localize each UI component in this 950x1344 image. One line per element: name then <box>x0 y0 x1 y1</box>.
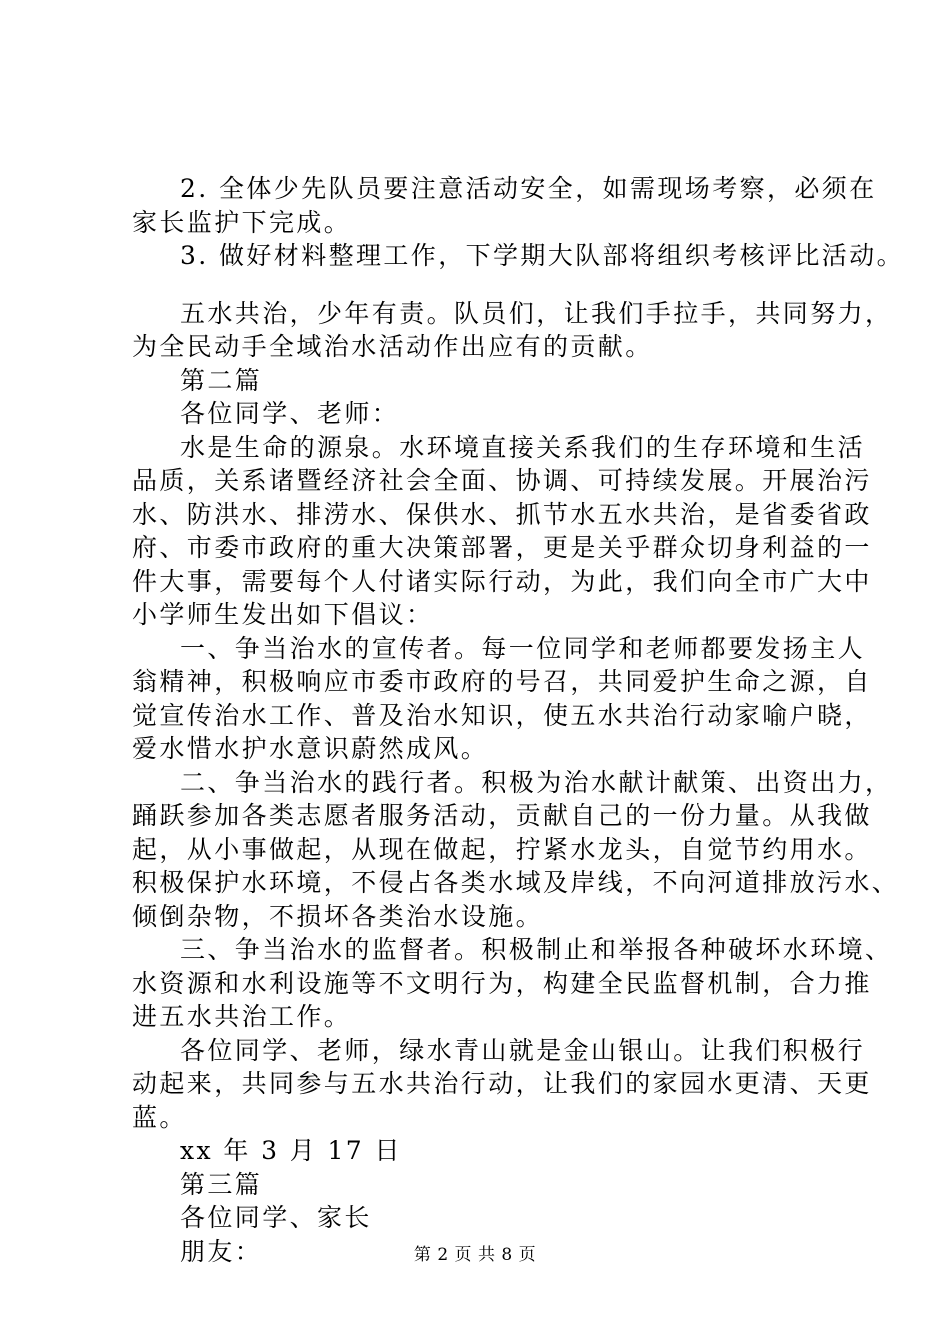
text-line: 3. 做好材料整理工作，下学期大队部将组织考核评比活动。 <box>180 241 905 270</box>
page-number-footer: 第 2 页 共 8 页 <box>413 1245 537 1265</box>
text-line: 水资源和水利设施等不文明行为，构建全民监督机制，合力推 <box>132 968 872 998</box>
text-line: 倾倒杂物，不损坏各类治水设施。 <box>132 901 544 931</box>
text-line: 2. 全体少先队员要注意活动安全，如需现场考察，必须在 <box>180 174 877 203</box>
text-line: 府、市委市政府的重大决策部署，更是关乎群众切身利益的一 <box>132 533 872 562</box>
paragraph-gap <box>132 273 832 297</box>
text-line: 水是生命的源泉。水环境直接关系我们的生存环境和生活 <box>180 432 866 462</box>
text-line: 翁精神，积极响应市委市政府的号召，共同爱护生命之源，自 <box>132 667 872 696</box>
text-line: 小学师生发出如下倡议： <box>132 600 434 629</box>
text-line: 积极保护水环境，不侵占各类水域及岸线，不向河道排放污水、 <box>132 868 900 897</box>
document-body <box>132 172 905 1268</box>
date-line: xx 年 3 月 17 日 <box>180 1136 402 1165</box>
text-line: 各位同学、老师，绿水青山就是金山银山。让我们积极行 <box>180 1035 866 1065</box>
salutation: 各位同学、家长 <box>180 1203 372 1232</box>
text-line: 家长监护下完成。 <box>132 207 352 237</box>
text-line: 起，从小事做起，从现在做起，拧紧水龙头，自觉节约用水。 <box>132 834 872 864</box>
text-line: 为全民动手全域治水活动作出应有的贡献。 <box>132 332 653 361</box>
text-line: 踊跃参加各类志愿者服务活动，贡献自己的一份力量。从我做 <box>132 801 872 830</box>
text-line: 蓝。 <box>132 1102 187 1132</box>
salutation: 各位同学、老师： <box>180 399 400 428</box>
salutation: 朋友： <box>180 1236 263 1266</box>
text-line: 二、争当治水的践行者。积极为治水献计献策、出资出力， <box>180 767 893 797</box>
text-line: 一、争当治水的宣传者。每一位同学和老师都要发扬主人 <box>180 633 866 663</box>
section-heading: 第三篇 <box>180 1169 263 1199</box>
section-heading: 第二篇 <box>180 365 263 395</box>
text-line: 五水共治，少年有责。队员们，让我们手拉手，共同努力， <box>180 298 893 328</box>
text-line: 爱水惜水护水意识蔚然成风。 <box>132 734 489 763</box>
text-line: 件大事，需要每个人付诸实际行动，为此，我们向全市广大中 <box>132 566 872 596</box>
text-line: 动起来，共同参与五水共治行动，让我们的家园水更清、天更 <box>132 1069 872 1098</box>
text-line: 水、防洪水、排涝水、保供水、抓节水五水共治，是省委省政 <box>132 499 872 529</box>
text-line: 觉宣传治水工作、普及治水知识，使五水共治行动家喻户晓， <box>132 700 872 730</box>
text-line: 三、争当治水的监督者。积极制止和举报各种破坏水环境、 <box>180 935 893 964</box>
text-line: 品质，关系诸暨经济社会全面、协调、可持续发展。开展治污 <box>132 466 872 495</box>
text-line: 进五水共治工作。 <box>132 1002 352 1031</box>
